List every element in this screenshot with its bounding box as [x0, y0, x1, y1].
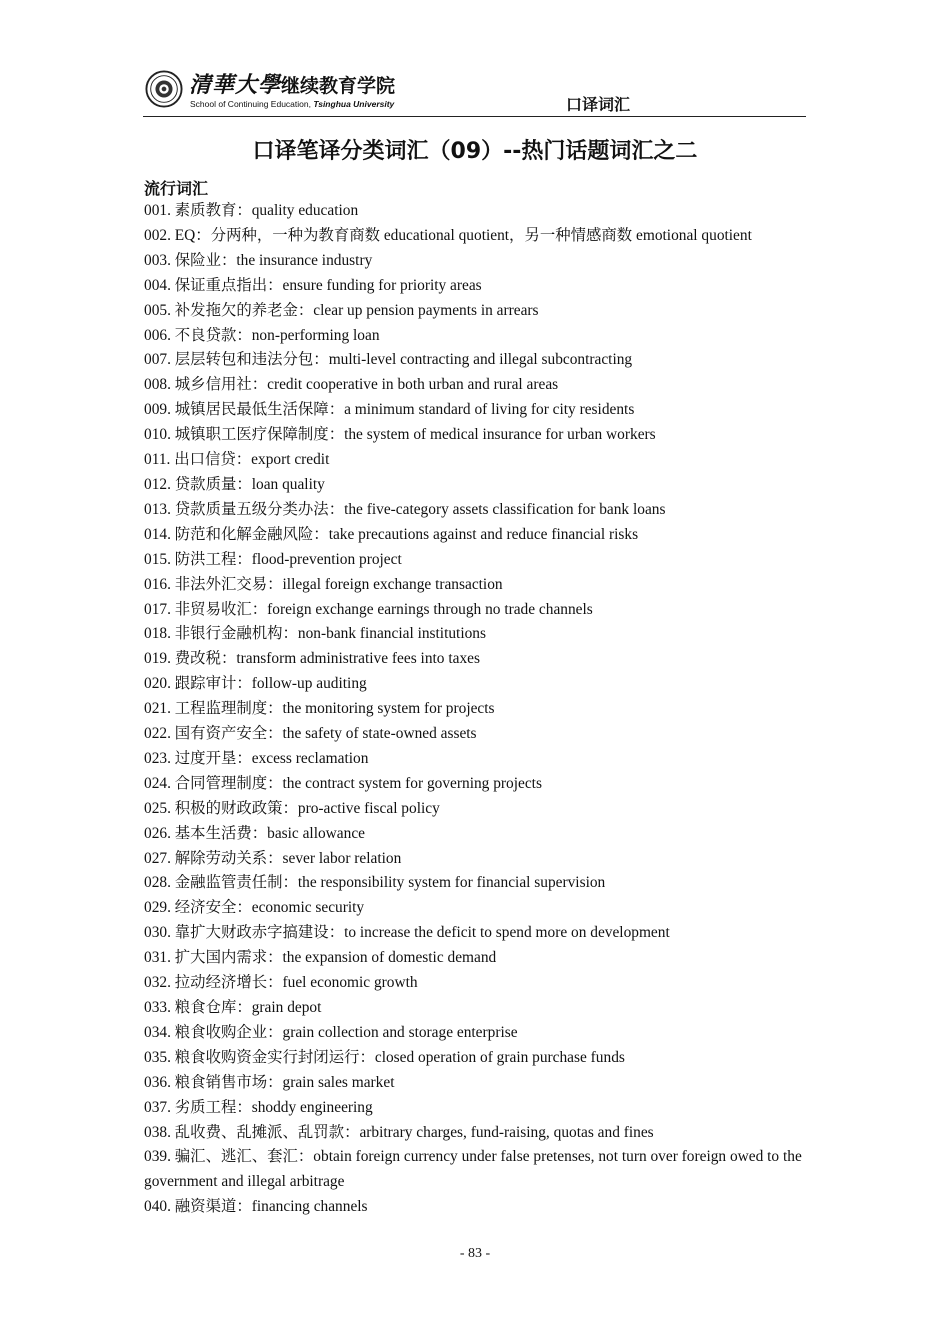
vocabulary-entry: 032. 拉动经济增长：fuel economic growth	[144, 974, 418, 992]
logo-english-name	[190, 99, 394, 109]
vocabulary-entry: 024. 合同管理制度：the contract system for governing projects	[144, 774, 542, 792]
vocabulary-entry: 020. 跟踪审计：follow-up auditing	[144, 675, 367, 693]
vocabulary-entry: 004. 保证重点指出：ensure funding for priority areas	[144, 276, 482, 294]
vocabulary-entry: 003. 保险业：the insurance industry	[144, 251, 373, 269]
logo-english-university: Tsinghua University	[313, 99, 395, 109]
page-number: - 83 -	[459, 1246, 491, 1261]
vocabulary-entry: 005. 补发拖欠的养老金：clear up pension payments in arrears	[144, 301, 539, 319]
vocabulary-entry: 014. 防范和化解金融风险：take precautions against and reduce financial risks	[144, 525, 639, 543]
vocabulary-entry: 026. 基本生活费：basic allowance	[144, 824, 365, 842]
vocabulary-entry: 021. 工程监理制度：the monitoring system for projects	[144, 700, 495, 718]
section-title: 流行词汇	[144, 179, 209, 198]
vocabulary-entry: 002. EQ：分两种，一种为教育商数 educational quotient，另一种情感商数 emotional quotient	[144, 226, 752, 244]
document-title: 口译笔译分类词汇（09）--热门话题词汇之二	[252, 139, 698, 164]
logo-school-name: 继续教育学院	[281, 75, 396, 97]
vocabulary-entry: 037. 劣质工程：shoddy engineering	[144, 1098, 373, 1116]
vocabulary-entry: 029. 经济安全：economic security	[144, 899, 365, 917]
vocabulary-entry: 040. 融资渠道：financing channels	[144, 1198, 368, 1216]
vocabulary-entry: 031. 扩大国内需求：the expansion of domestic demand	[144, 949, 497, 967]
page-header	[143, 64, 806, 117]
vocabulary-entry: 012. 贷款质量：loan quality	[144, 475, 325, 493]
vocabulary-entry: 015. 防洪工程：flood-prevention project	[144, 550, 402, 568]
vocabulary-entry: 009. 城镇居民最低生活保障：a minimum standard of living for city residents	[144, 401, 635, 419]
vocabulary-entry: 035. 粮食收购资金实行封闭运行：closed operation of grain purchase funds	[144, 1048, 625, 1066]
vocabulary-entry: 034. 粮食收购企业：grain collection and storage enterprise	[144, 1023, 518, 1041]
vocabulary-entry: 027. 解除劳动关系：sever labor relation	[144, 849, 402, 867]
vocabulary-entry: 030. 靠扩大财政赤字搞建设：to increase the deficit to spend more on development	[144, 924, 670, 942]
vocabulary-entry: 028. 金融监管责任制：the responsibility system for financial supervision	[144, 874, 606, 892]
vocabulary-entry: 001. 素质教育：quality education	[144, 202, 359, 219]
logo-english-school: School of Continuing Education,	[190, 99, 314, 109]
vocabulary-entry: 036. 粮食销售市场：grain sales market	[144, 1073, 395, 1091]
tsinghua-logo	[145, 68, 395, 114]
vocabulary-entry: 011. 出口信贷：export credit	[144, 451, 330, 469]
university-seal-icon	[145, 70, 183, 108]
vocabulary-entry: 007. 层层转包和违法分包：multi-level contracting and illegal subcontracting	[144, 351, 633, 369]
logo-chinese-name	[189, 68, 395, 99]
vocabulary-entry: 025. 积极的财政政策：pro-active fiscal policy	[144, 799, 440, 817]
vocabulary-entry: 017. 非贸易收汇：foreign exchange earnings through no trade channels	[144, 600, 593, 618]
vocabulary-entry: 038. 乱收费、乱摊派、乱罚款：arbitrary charges, fund-raising, quotas and fines	[144, 1123, 654, 1141]
vocabulary-entry: 022. 国有资产安全：the safety of state-owned assets	[144, 725, 477, 743]
vocabulary-entry: 018. 非银行金融机构：non-bank financial institutions	[144, 625, 486, 643]
vocabulary-entry: 016. 非法外汇交易：illegal foreign exchange transaction	[144, 575, 503, 593]
logo-university-name: 清華大學	[189, 72, 282, 98]
vocabulary-list	[144, 199, 814, 1220]
vocabulary-entry: 006. 不良贷款：non-performing loan	[144, 326, 380, 344]
vocabulary-entry: 039. 骗汇、逃汇、套汇：obtain foreign currency under false pretenses, not turn over foreign owed to the government and illegal arbitrage	[144, 1148, 802, 1191]
running-header-title: 口译词汇	[565, 95, 630, 114]
vocabulary-entry: 008. 城乡信用社：credit cooperative in both urban and rural areas	[144, 376, 559, 394]
vocabulary-entry: 023. 过度开垦：excess reclamation	[144, 749, 369, 767]
vocabulary-entry: 010. 城镇职工医疗保障制度：the system of medical insurance for urban workers	[144, 426, 656, 444]
vocabulary-entry: 033. 粮食仓库：grain depot	[144, 999, 322, 1016]
vocabulary-entry: 019. 费改税：transform administrative fees into taxes	[144, 650, 480, 668]
vocabulary-entry: 013. 贷款质量五级分类办法：the five-category assets classification for bank loans	[144, 500, 666, 518]
